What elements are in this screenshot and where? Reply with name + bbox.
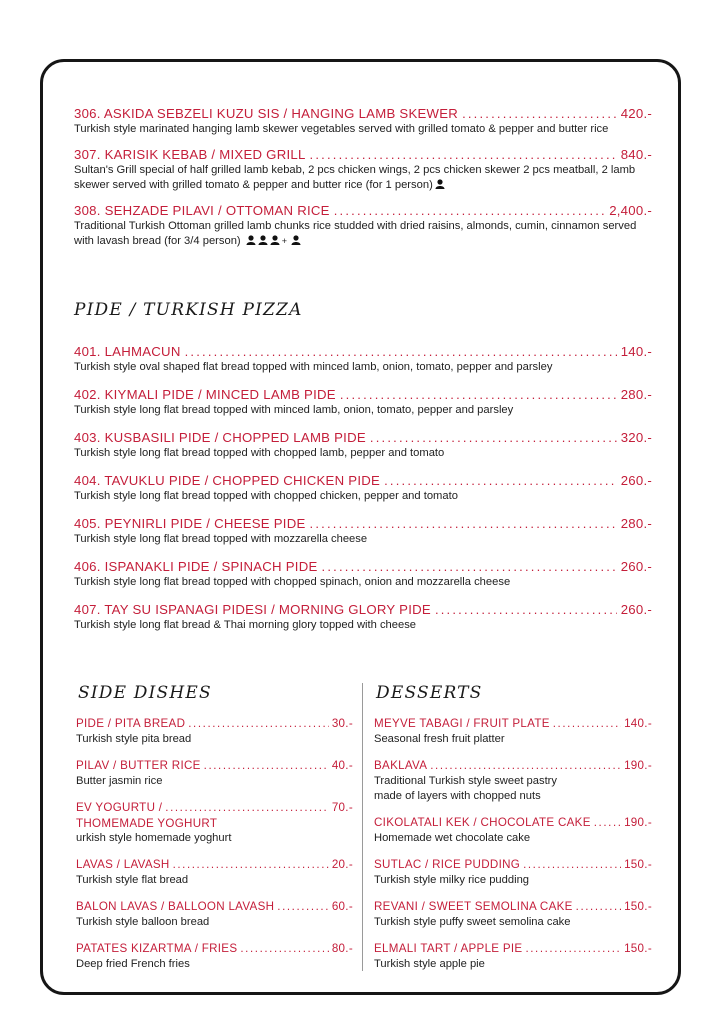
item-description: Seasonal fresh fruit platter bbox=[374, 733, 505, 745]
dot-leader bbox=[340, 386, 617, 403]
item-name: 306. ASKIDA SEBZELI KUZU SIS / HANGING LAMB SKEWER bbox=[74, 106, 459, 121]
item-price: 30.- bbox=[331, 717, 353, 730]
item-price: 140.- bbox=[624, 717, 652, 730]
dot-leader bbox=[370, 429, 617, 446]
menu-item bbox=[74, 105, 652, 137]
item-name: BAKLAVA bbox=[374, 759, 428, 772]
item-description: Turkish style long flat bread & Thai morning glory topped with cheese bbox=[74, 619, 417, 631]
item-name: 308. SEHZADE PILAVI / OTTOMAN RICE bbox=[74, 203, 330, 218]
item-price: 60.- bbox=[331, 900, 353, 913]
menu-item bbox=[76, 800, 353, 846]
item-description bbox=[74, 163, 652, 193]
dot-leader bbox=[277, 900, 329, 915]
pide-section bbox=[74, 343, 652, 644]
item-description: Turkish style pita bread bbox=[76, 733, 192, 745]
item-price: 420.- bbox=[620, 106, 652, 121]
dot-leader bbox=[204, 759, 329, 774]
dot-leader bbox=[310, 515, 617, 532]
dot-leader bbox=[322, 558, 617, 575]
item-description: Turkish style puffy sweet semolina cake bbox=[374, 916, 571, 928]
dot-leader bbox=[523, 858, 621, 873]
menu-item bbox=[74, 146, 652, 193]
item-price: 840.- bbox=[620, 147, 652, 162]
item-description: Turkish style milky rice pudding bbox=[374, 874, 530, 886]
item-price: 260.- bbox=[620, 602, 652, 617]
item-description-line2: made of layers with chopped nuts bbox=[374, 790, 541, 802]
dot-leader bbox=[240, 942, 328, 957]
person-icon bbox=[258, 235, 268, 245]
dot-leader bbox=[188, 717, 329, 732]
menu-item bbox=[74, 202, 652, 249]
dot-leader bbox=[173, 858, 329, 873]
item-name: 404. TAVUKLU PIDE / CHOPPED CHICKEN PIDE bbox=[74, 473, 381, 488]
menu-item bbox=[374, 758, 652, 804]
item-price: 40.- bbox=[331, 759, 353, 772]
item-description: Turkish style long flat bread topped with minced lamb, onion, tomato, pepper and parsley bbox=[74, 404, 514, 416]
item-name: 405. PEYNIRLI PIDE / CHEESE PIDE bbox=[74, 516, 306, 531]
menu-item bbox=[74, 386, 652, 418]
item-description: Turkish style long flat bread topped with chopped lamb, pepper and tomato bbox=[74, 447, 445, 459]
item-description: Turkish style marinated hanging lamb skewer vegetables served with grilled tomato & pepper and butter rice bbox=[74, 123, 609, 135]
menu-item bbox=[74, 558, 652, 590]
item-price: 260.- bbox=[620, 473, 652, 488]
menu-item bbox=[74, 515, 652, 547]
plus-sign: + bbox=[281, 236, 288, 246]
item-price: 80.- bbox=[331, 942, 353, 955]
item-price: 140.- bbox=[620, 344, 652, 359]
item-price: 190.- bbox=[624, 759, 652, 772]
item-price: 2,400.- bbox=[609, 203, 652, 218]
dot-leader bbox=[310, 146, 617, 163]
menu-item bbox=[374, 899, 652, 930]
item-name: 307. KARISIK KEBAB / MIXED GRILL bbox=[74, 147, 306, 162]
item-price: 190.- bbox=[624, 816, 652, 829]
item-description: Deep fried French fries bbox=[76, 958, 190, 970]
person-icon bbox=[291, 235, 301, 245]
side-dishes-column bbox=[76, 683, 353, 983]
item-name: BALON LAVAS / BALLOON LAVASH bbox=[76, 900, 275, 913]
person-icon bbox=[270, 235, 280, 245]
item-price: 150.- bbox=[624, 942, 652, 955]
item-name: 403. KUSBASILI PIDE / CHOPPED LAMB PIDE bbox=[74, 430, 366, 445]
item-price: 280.- bbox=[620, 516, 652, 531]
dot-leader bbox=[165, 801, 329, 816]
item-name: MEYVE TABAGI / FRUIT PLATE bbox=[374, 717, 550, 730]
item-description-text: Traditional Turkish Ottoman grilled lamb chunks rice studded with dried raisins, almonds, cumin, cinnamon served with lavash bread (for 3/4 person) bbox=[74, 220, 637, 247]
item-description: Turkish style oval shaped flat bread topped with minced lamb, onion, tomato, pepper and parsley bbox=[74, 361, 553, 373]
item-description: Turkish style balloon bread bbox=[76, 916, 210, 928]
menu-item bbox=[374, 857, 652, 888]
menu-item bbox=[76, 716, 353, 747]
item-description: Turkish style long flat bread topped with chopped chicken, pepper and tomato bbox=[74, 490, 458, 502]
item-description: Turkish style long flat bread topped with mozzarella cheese bbox=[74, 533, 368, 545]
menu-item bbox=[74, 429, 652, 461]
dot-leader bbox=[384, 472, 617, 489]
pide-section-title: PIDE / TURKISH PIZZA bbox=[74, 300, 303, 320]
dot-leader bbox=[525, 942, 621, 957]
item-name: LAVAS / LAVASH bbox=[76, 858, 170, 871]
item-name: 406. ISPANAKLI PIDE / SPINACH PIDE bbox=[74, 559, 318, 574]
item-description-text: Sultan's Grill special of half grilled lamb kebab, 2 pcs chicken wings, 2 pcs chicken skewer 2 pcs meatball, 2 lamb skewer served with grilled tomato & pepper and butter rice (for 1 person) bbox=[74, 164, 636, 191]
menu-item bbox=[76, 899, 353, 930]
menu-item bbox=[74, 343, 652, 375]
dot-leader bbox=[430, 759, 621, 774]
item-name: PIDE / PITA BREAD bbox=[76, 717, 186, 730]
item-description: urkish style homemade yoghurt bbox=[76, 832, 232, 844]
item-description: Traditional Turkish style sweet pastry bbox=[374, 775, 558, 787]
dot-leader bbox=[462, 105, 617, 122]
column-divider bbox=[362, 683, 363, 971]
dot-leader bbox=[435, 601, 617, 618]
dot-leader bbox=[576, 900, 621, 915]
menu-item bbox=[74, 472, 652, 504]
person-icon bbox=[435, 179, 445, 189]
item-name: EV YOGURTU / bbox=[76, 801, 163, 814]
dot-leader bbox=[553, 717, 621, 732]
item-name: 401. LAHMACUN bbox=[74, 344, 181, 359]
menu-item bbox=[76, 941, 353, 972]
item-name: REVANI / SWEET SEMOLINA CAKE bbox=[374, 900, 573, 913]
item-name: PATATES KIZARTMA / FRIES bbox=[76, 942, 238, 955]
item-name: ELMALI TART / APPLE PIE bbox=[374, 942, 523, 955]
item-price: 20.- bbox=[331, 858, 353, 871]
item-description: Homemade wet chocolate cake bbox=[374, 832, 531, 844]
item-name: 402. KIYMALI PIDE / MINCED LAMB PIDE bbox=[74, 387, 336, 402]
mains-section bbox=[74, 105, 652, 258]
item-price: 280.- bbox=[620, 387, 652, 402]
item-price: 260.- bbox=[620, 559, 652, 574]
menu-item bbox=[374, 815, 652, 846]
item-description bbox=[74, 219, 652, 249]
menu-item bbox=[374, 716, 652, 747]
item-name-line2: THOMEMADE YOGHURT bbox=[76, 817, 218, 830]
menu-item bbox=[74, 601, 652, 633]
item-name: CIKOLATALI KEK / CHOCOLATE CAKE bbox=[374, 816, 591, 829]
desserts-column bbox=[374, 683, 652, 983]
person-icon bbox=[246, 235, 256, 245]
item-description: Turkish style apple pie bbox=[374, 958, 485, 970]
dot-leader bbox=[185, 343, 617, 360]
desserts-title: DESSERTS bbox=[376, 683, 483, 703]
dot-leader bbox=[334, 202, 605, 219]
item-name: PILAV / BUTTER RICE bbox=[76, 759, 201, 772]
menu-item bbox=[76, 857, 353, 888]
item-price: 150.- bbox=[624, 900, 652, 913]
item-price: 150.- bbox=[624, 858, 652, 871]
item-description: Turkish style flat bread bbox=[76, 874, 189, 886]
menu-item bbox=[76, 758, 353, 789]
item-price: 320.- bbox=[620, 430, 652, 445]
item-name: 407. TAY SU ISPANAGI PIDESI / MORNING GLORY PIDE bbox=[74, 602, 431, 617]
side-dishes-title: SIDE DISHES bbox=[78, 683, 212, 703]
item-name: SUTLAC / RICE PUDDING bbox=[374, 858, 521, 871]
dot-leader bbox=[594, 816, 621, 831]
item-price: 70.- bbox=[331, 801, 353, 814]
item-description: Butter jasmin rice bbox=[76, 775, 163, 787]
item-description: Turkish style long flat bread topped with chopped spinach, onion and mozzarella cheese bbox=[74, 576, 511, 588]
menu-item bbox=[374, 941, 652, 972]
